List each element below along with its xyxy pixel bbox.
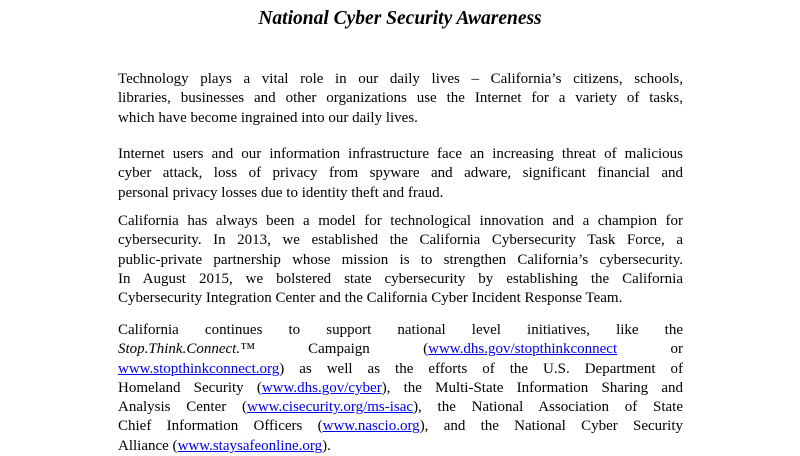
inline-text: Homeland Security ( xyxy=(118,379,262,396)
word: or xyxy=(670,341,683,358)
paren: ( xyxy=(423,341,429,358)
word: Campaign xyxy=(308,341,370,358)
paragraph-2 xyxy=(118,145,683,203)
paragraph-line xyxy=(118,321,683,340)
paragraph-line: libraries, businesses and other organizations use the Internet for a variety of tasks, xyxy=(118,90,683,107)
paragraph-line: personal privacy losses due to identity theft and fraud. xyxy=(118,184,444,201)
word: initiatives, xyxy=(527,322,590,338)
word: national xyxy=(397,322,446,338)
inline-text: ) as well as the efforts of the U.S. Department of xyxy=(279,360,683,377)
word: support xyxy=(326,322,372,338)
paragraph-line: California has always been a model for technological innovation and a champion for xyxy=(118,213,683,229)
word: like xyxy=(616,322,639,338)
word: California xyxy=(118,322,179,338)
paragraph-line: cybersecurity. In 2013, we established the California Cybersecurity Task Force, a xyxy=(118,232,683,249)
paragraph-line: public-private partnership whose mission is to strengthen California’s cybersecurity. xyxy=(118,251,683,268)
paragraph-3 xyxy=(118,212,683,308)
link-ms-isac[interactable]: www.cisecurity.org/ms-isac xyxy=(246,399,414,416)
inline-text: Alliance ( xyxy=(118,437,178,454)
paragraph-line xyxy=(118,340,683,359)
word: continues xyxy=(204,322,263,338)
link-stopthinkconnect-dhs[interactable]: www.dhs.gov/stopthinkconnect xyxy=(428,341,618,358)
link-staysafeonline[interactable]: www.staysafeonline.org xyxy=(177,437,323,454)
justified-words xyxy=(118,340,683,359)
inline-text: ), the Multi-State Information Sharing and xyxy=(381,379,683,396)
paragraph-line xyxy=(118,437,683,456)
inline-text: Analysis Center ( xyxy=(118,399,247,416)
inline-text: ), the National Association of State xyxy=(413,399,683,416)
document-title: National Cyber Security Awareness xyxy=(258,8,542,29)
paragraph-line: which have become ingrained into our daily lives. xyxy=(118,109,418,126)
paragraph-line: Technology plays a vital role in our daily lives – California’s citizens, schools, xyxy=(118,71,683,87)
inline-text: ), and the National Cyber Security xyxy=(419,418,683,435)
paragraph-4 xyxy=(118,321,683,456)
link-group xyxy=(423,340,617,359)
paragraph-line xyxy=(118,417,683,436)
word: level xyxy=(471,322,501,338)
paragraph-line: Internet users and our information infrastructure face an increasing threat of malicious xyxy=(118,146,683,162)
paragraph-line: cyber attack, loss of privacy from spyware and adware, significant financial and xyxy=(118,165,683,182)
justified-words xyxy=(118,321,683,340)
link-stopthinkconnect-org[interactable]: www.stopthinkconnect.org xyxy=(118,360,280,377)
word: to xyxy=(288,322,301,338)
paragraph-line: In August 2015, we bolstered state cybersecurity by establishing the California xyxy=(118,270,683,287)
paragraph-line xyxy=(118,398,683,417)
campaign-name: Stop.Think.Connect.™ xyxy=(118,341,255,358)
link-dhs-cyber[interactable]: www.dhs.gov/cyber xyxy=(261,379,382,396)
paragraph-1 xyxy=(118,70,683,128)
link-nascio[interactable]: www.nascio.org xyxy=(322,418,420,435)
paragraph-line xyxy=(118,360,683,379)
paragraph-line xyxy=(118,379,683,398)
inline-text: ). xyxy=(322,437,331,454)
word: the xyxy=(664,322,683,338)
inline-text: Chief Information Officers ( xyxy=(118,418,323,435)
paragraph-line: Cybersecurity Integration Center and the California Cyber Incident Response Team. xyxy=(118,290,623,307)
